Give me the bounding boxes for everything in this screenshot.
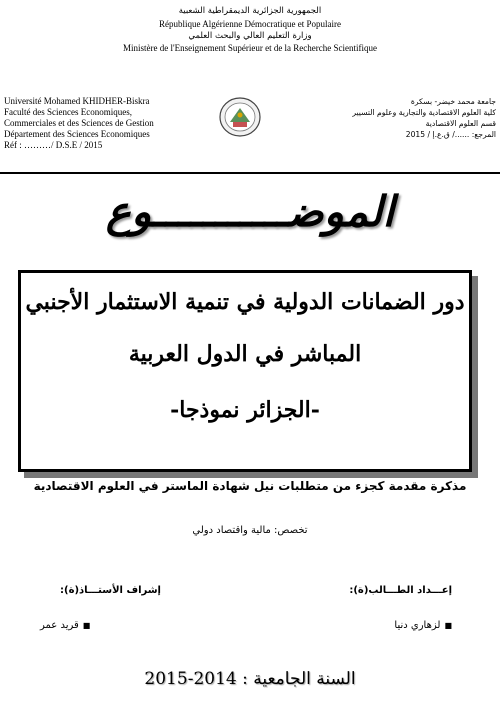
header-ar-ministry: وزارة التعليم العالي والبحث العلمي <box>188 31 312 41</box>
reference-ar: المرجع: ....../ ق.ع.إ / 2015 <box>405 130 496 139</box>
header-ar-republic: الجمهورية الجزائرية الديمقراطية الشعبية <box>178 6 322 16</box>
supervisor-entry <box>40 620 90 631</box>
university-name-fr: Université Mohamed KHIDHER-Biskra <box>4 96 150 106</box>
supervisor-label: إشراف الأستـــاذ(ة): <box>60 585 161 596</box>
bullet-icon: ■ <box>444 621 452 630</box>
department-name-fr: Département des Sciences Economiques <box>4 129 150 139</box>
thesis-title-line-1: دور الضمانات الدولية في تنمية الاستثمار الأجنبي <box>25 289 465 315</box>
faculty-name-fr-cont: Commerciales et des Sciences de Gestion <box>4 118 154 128</box>
supervisor-name: قريد عمر <box>40 620 79 631</box>
header-fr-ministry: Ministère de l'Enseignement Supérieur et de la Recherche Scientifique <box>122 43 378 53</box>
department-name-ar: قسم العلوم الاقتصادية <box>425 119 496 128</box>
academic-year: السنة الجامعية : 2014-2015 <box>144 669 356 689</box>
student-entry <box>394 620 452 631</box>
reference-fr: Réf : ………/ D.S.E / 2015 <box>4 140 103 150</box>
university-block-fr <box>4 96 204 151</box>
memo-description: مذكرة مقدمة كجزء من متطلبات نيل شهادة الماستر في العلوم الاقتصادية <box>33 479 467 493</box>
title-box <box>18 270 472 472</box>
faculty-name-fr: Faculté des Sciences Economiques, <box>4 107 132 117</box>
university-name-ar: جامعة محمد خيضر- بسكرة <box>410 97 496 106</box>
student-name: لزهاري دنيا <box>394 620 441 631</box>
university-logo <box>218 96 262 138</box>
student-label: إعـــداد الطـــالب(ة): <box>349 585 452 596</box>
university-block-ar <box>306 96 496 140</box>
specialization: تخصص: مالية واقتصاد دولي <box>192 525 308 536</box>
faculty-name-ar: كلية العلوم الاقتصادية والتجارية وعلوم التسيير <box>352 108 496 117</box>
thesis-title-line-2: المباشر في الدول العربية <box>128 341 362 367</box>
header-divider <box>0 172 500 174</box>
thesis-title-line-3: -الجزائر نموذجا- <box>170 397 320 423</box>
header-fr-republic: République Algérienne Démocratique et Populaire <box>159 19 341 29</box>
bullet-icon: ■ <box>82 621 91 630</box>
subject-heading: الموضـــــــــــوع <box>105 187 395 236</box>
